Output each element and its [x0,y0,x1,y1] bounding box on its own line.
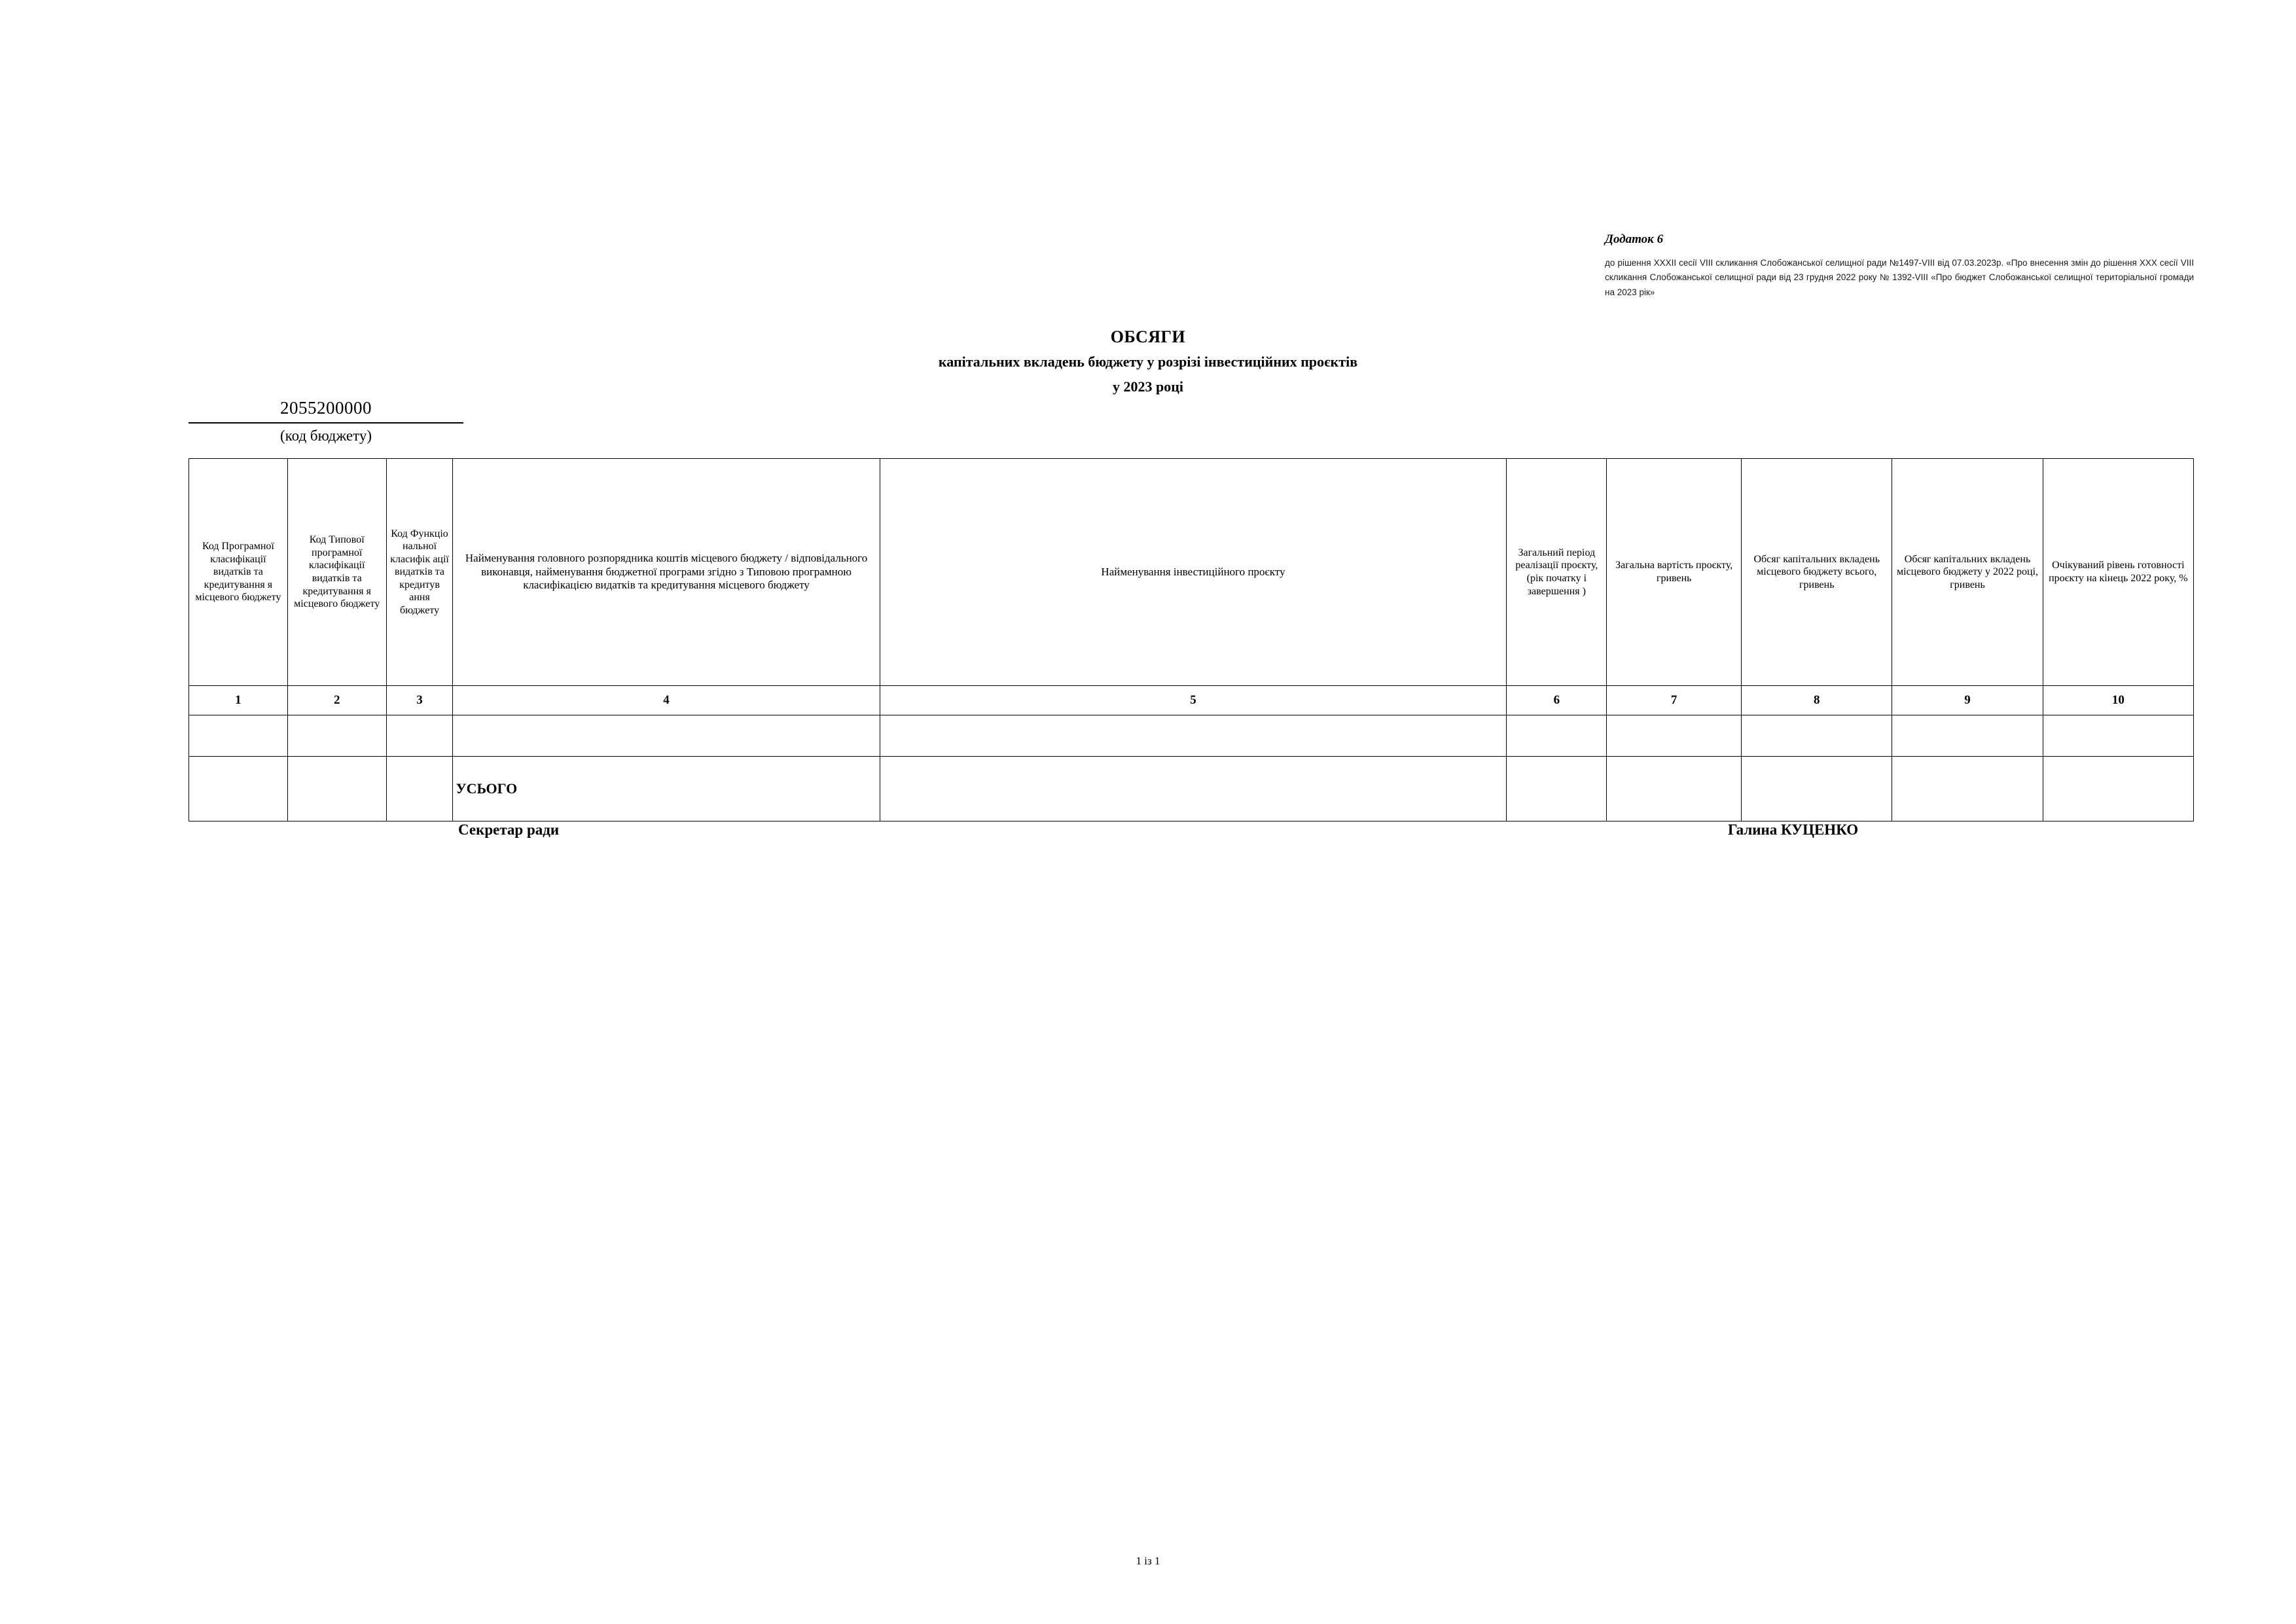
budget-code-label: (код бюджету) [279,427,372,444]
total-cell-program-code [189,757,288,821]
column-header-main-manager-name: Найменування головного розпорядника коштів місцевого бюджету / відповідального виконавця, найменування бюджетної програми згідно з Типовою програмною класифікацією видатків та кредитування місцевого бюджету [453,459,880,686]
column-header-implementation-period: Загальний період реалізації проєкту, (рік початку і завершення ) [1507,459,1607,686]
signature-name: Галина КУЦЕНКО [1728,821,1859,838]
table-column-number-row [189,686,2194,715]
column-header-expected-readiness: Очікуваний рівень готовності проєкту на кінець 2022 року, % [2043,459,2193,686]
appendix-label: Додаток 6 [1605,232,1664,246]
page-subtitle-year: у 2023 році [1112,378,1184,395]
column-number-1: 1 [189,686,288,715]
table-header-row [189,459,2194,686]
signature-role: Секретар ради [458,821,560,838]
total-cell-expected-readiness [2043,757,2193,821]
column-header-project-name: Найменування інвестиційного проєкту [880,459,1507,686]
column-number-6: 6 [1507,686,1607,715]
column-header-typical-program-code: Код Типової програмної класифікації видатків та кредитування я місцевого бюджету [287,459,386,686]
total-cell-typical-program-code [287,757,386,821]
total-cell-total-cost [1607,757,1742,821]
total-cell-implementation-period [1507,757,1607,821]
total-cell-project-name [880,757,1507,821]
budget-code-block [188,398,463,444]
column-header-capital-2022: Обсяг капітальних вкладень місцевого бюджету у 2022 році, гривень [1892,459,2043,686]
column-header-functional-code: Код Функціо нальної класифік ації видатків та кредитув ання бюджету [386,459,453,686]
column-number-7: 7 [1607,686,1742,715]
column-header-total-cost: Загальна вартість проєкту, гривень [1607,459,1742,686]
column-number-3: 3 [386,686,453,715]
budget-code-value: 2055200000 [188,398,463,424]
cell-project-name [880,715,1507,757]
column-number-9: 9 [1892,686,2043,715]
column-number-4: 4 [453,686,880,715]
total-cell-capital-2022 [1892,757,2043,821]
appendix-block [1605,232,2194,300]
column-header-capital-total: Обсяг капітальних вкладень місцевого бюджету всього, гривень [1742,459,1892,686]
column-header-program-code: Код Програмної класифікації видатків та кредитування я місцевого бюджету [189,459,288,686]
total-cell-functional-code [386,757,453,821]
column-number-2: 2 [287,686,386,715]
column-number-8: 8 [1742,686,1892,715]
page-subtitle: капітальних вкладень бюджету у розрізі інвестиційних проєктів [938,353,1358,370]
page-footer: 1 із 1 [1136,1555,1160,1567]
cell-typical-program-code [287,715,386,757]
cell-capital-2022 [1892,715,2043,757]
cell-expected-readiness [2043,715,2193,757]
cell-main-manager-name [453,715,880,757]
table-total-row [189,757,2194,821]
page-title: ОБСЯГИ [1110,327,1186,346]
cell-capital-total [1742,715,1892,757]
total-cell-capital-total [1742,757,1892,821]
cell-functional-code [386,715,453,757]
appendix-note: до рішення XXXIІ сесії VІІІ скликання Слобожанської селищної ради №1497-VIII від 07.03.2023р. «Про внесення змін до рішення XXX сесії VIII скликання Слобожанської селищної ради від 23 грудня 2022 року № 1392-VIII «Про бюджет Слобожанської селищної територіальної громади на 2023 рік» [1605,258,2194,297]
total-label: УСЬОГО [453,757,880,821]
column-number-10: 10 [2043,686,2193,715]
cell-total-cost [1607,715,1742,757]
table-row [189,715,2194,757]
cell-program-code [189,715,288,757]
column-number-5: 5 [880,686,1507,715]
capital-investments-table [188,458,2194,821]
cell-implementation-period [1507,715,1607,757]
